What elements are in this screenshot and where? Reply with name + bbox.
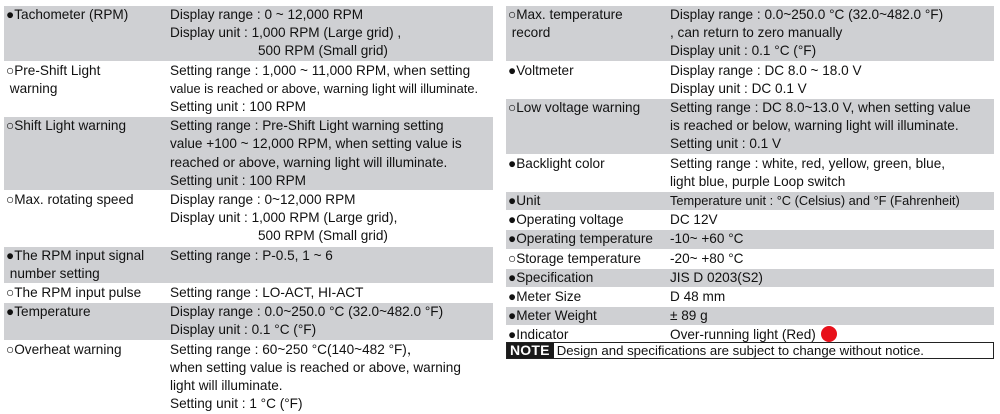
spec-value: Display range : 0 ~ 12,000 RPM Display unit : 1,000 RPM (Large grid) , 500 RPM (Small grid)	[170, 7, 402, 59]
spec-value: Setting range : white, red, yellow, green, blue, light blue, purple Loop switch	[670, 155, 946, 189]
right-spec-column	[506, 6, 994, 346]
spec-label: ○Overheat warning	[6, 341, 122, 357]
spec-value: Setting range : Pre-Shift Light warning setting value +100 ~ 12,000 RPM, when setting value is reached or above, warning light will illuminate. Setting unit : 100 RPM	[170, 118, 462, 188]
spec-label: ●Meter Size	[508, 289, 582, 305]
spec-label: ●Unit	[508, 193, 541, 209]
spec-row-specification	[506, 269, 994, 287]
spec-value: JIS D 0203(S2)	[670, 269, 763, 285]
spec-label: ●Temperature	[6, 304, 91, 320]
spec-value: D 48 mm	[670, 289, 726, 305]
spec-label: ●Operating voltage	[508, 212, 624, 228]
note-tag: NOTE	[507, 343, 554, 358]
spec-value: DC 12V	[670, 212, 718, 228]
spec-label: ●Meter Weight	[508, 308, 597, 324]
spec-value: Display range : 0.0~250.0 °C (32.0~482.0 °F) Display unit : 0.1 °C (°F)	[170, 304, 444, 338]
spec-row-overheat-warning	[4, 341, 493, 414]
spec-value: Temperature unit : °C (Celsius) and °F (Fahrenheit)	[670, 193, 960, 209]
spec-value: Setting range : 60~250 °C(140~482 °F)， when setting value is reached or above, warning light will illuminate. Setting unit : 1 °C (°F)	[170, 341, 461, 412]
spec-row-max-rotating-speed	[4, 191, 493, 246]
red-indicator-dot-icon	[821, 326, 837, 342]
spec-label: ●Indicator	[508, 327, 569, 343]
spec-label: ●Tachometer (RPM)	[6, 7, 129, 22]
spec-label: ●The RPM input signal number setting	[6, 247, 145, 281]
spec-value: Setting range : DC 8.0~13.0 V, when setting value is reached or below, warning light will illuminate. Setting unit : 0.1 V	[670, 100, 971, 152]
spec-row-shift-light	[4, 117, 493, 190]
spec-value: Display range : 0~12,000 RPM Display unit : 1,000 RPM (Large grid), 500 RPM (Small grid)	[170, 192, 398, 244]
spec-row-tachometer	[4, 6, 493, 61]
spec-row-low-voltage-warning	[506, 99, 994, 154]
spec-value: Setting range : P-0.5, 1 ~ 6	[170, 247, 333, 263]
spec-row-operating-temperature	[506, 230, 994, 248]
spec-value: Setting range : LO-ACT, HI-ACT	[170, 285, 364, 301]
spec-label: ○Storage temperature	[508, 250, 641, 266]
spec-row-max-temperature-record	[506, 6, 994, 61]
spec-row-unit	[506, 192, 994, 210]
spec-row-pre-shift-light	[4, 62, 493, 117]
spec-value: -10~ +60 °C	[670, 231, 744, 247]
spec-row-voltmeter	[506, 62, 994, 98]
spec-value: Over-running light (Red)	[670, 326, 994, 344]
spec-label: ○The RPM input pulse	[6, 285, 142, 301]
spec-row-backlight-color	[506, 155, 994, 191]
spec-label: ○Max. rotating speed	[6, 192, 134, 208]
spec-row-operating-voltage	[506, 211, 994, 229]
spec-label: ○Pre-Shift Light warning	[6, 62, 101, 96]
spec-row-storage-temperature	[506, 250, 994, 268]
spec-label: ●Voltmeter	[508, 62, 574, 78]
spec-value: Display range : 0.0~250.0 °C (32.0~482.0 °F) , can return to zero manually Display unit : 0.1 °C (°F)	[670, 7, 944, 59]
spec-value: Display range : DC 8.0 ~ 18.0 V Display unit : DC 0.1 V	[670, 62, 862, 96]
spec-value: -20~ +80 °C	[670, 250, 744, 266]
note-text: Design and specifications are subject to change without notice.	[556, 343, 924, 358]
spec-label: ●Specification	[508, 269, 594, 285]
spec-row-meter-weight	[506, 307, 994, 325]
spec-row-rpm-signal	[4, 247, 493, 283]
spec-label: ●Backlight color	[508, 155, 605, 171]
spec-value: Setting range : 1,000 ~ 11,000 RPM, when setting value is reached or above, warning light will illuminate. Setting unit : 100 RPM	[170, 62, 478, 115]
spec-label: ○Max. temperature record	[508, 7, 623, 41]
note-box	[506, 342, 994, 359]
spec-row-meter-size	[506, 288, 994, 306]
left-spec-column	[4, 6, 493, 414]
spec-row-rpm-pulse	[4, 284, 493, 302]
spec-row-temperature	[4, 303, 493, 339]
spec-label: ●Operating temperature	[508, 231, 653, 247]
spec-label: ○Low voltage warning	[508, 100, 641, 116]
spec-value: ± 89 g	[670, 308, 708, 324]
spec-label: ○Shift Light warning	[6, 118, 127, 134]
